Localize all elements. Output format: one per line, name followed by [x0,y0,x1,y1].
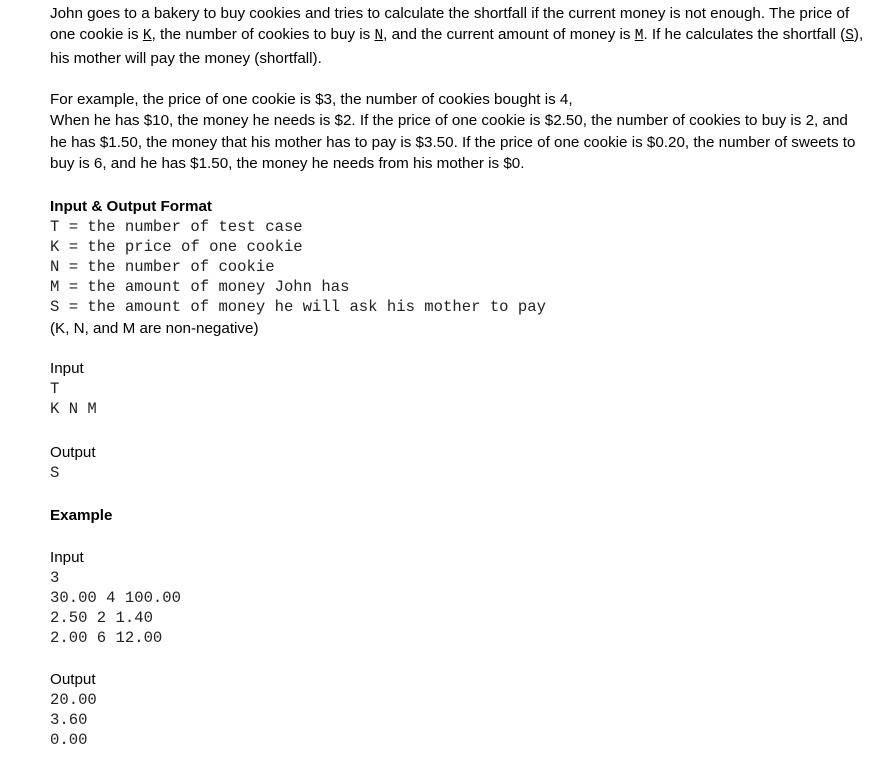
example-input-label: Input [50,549,84,566]
input-spec-section [50,359,97,419]
example-output-line: 3.60 [50,711,88,729]
format-note: (K, N, and M are non-negative) [50,320,259,337]
example-heading: Example [50,507,113,524]
format-section [50,197,546,339]
example-input-line: 2.00 6 12.00 [50,629,163,647]
format-line: T = the number of test case [50,218,303,236]
var-k: K [142,28,152,45]
example-output-section [50,670,97,750]
example-input-line: 30.00 4 100.00 [50,589,182,607]
var-m: M [634,28,644,45]
format-line: K = the price of one cookie [50,238,303,256]
intro-text: , the number of cookies to buy is [151,26,375,44]
intro-text: John goes to a bakery to buy cookies and tries to calculate the shortfall if the current money is not enough. The price of one cookie is [50,5,850,44]
var-n: N [374,28,384,45]
var-s: S [845,28,854,45]
example-output-line: 20.00 [50,691,97,709]
output-spec-line: S [50,464,60,482]
format-line: S = the amount of money he will ask his mother to pay [50,298,546,316]
format-heading: Input & Output Format [50,198,212,215]
example-text-line: For example, the price of one cookie is $3, the number of cookies bought is 4, [50,91,573,108]
input-spec-line: K N M [50,400,97,418]
example-text-line: When he has $10, the money he needs is $2. If the price of one cookie is $2.50, the number of cookies to buy is 2, and he has $1.50, the money that his mother has to pay is $3.50. If the price of one cookie is $0.20, the number of sweets to buy is 6, and he has $1.50, the money he needs from his mother is $0. [50,112,856,172]
intro-text: ), his mother will pay the money (shortfall). [50,26,864,67]
intro-text: , and the current amount of money is [383,26,635,44]
example-output-label: Output [50,671,96,688]
input-spec-line: T [50,380,60,398]
intro-text: . If he calculates the shortfall ( [643,26,846,44]
intro-paragraph [50,3,865,69]
format-line: M = the amount of money John has [50,278,350,296]
input-spec-label: Input [50,360,84,377]
output-spec-label: Output [50,444,96,461]
example-input-line: 3 [50,569,60,587]
example-output-line: 0.00 [50,731,88,749]
example-input-section [50,548,181,648]
example-input-line: 2.50 2 1.40 [50,609,153,627]
format-line: N = the number of cookie [50,258,275,276]
example-description [50,89,865,174]
output-spec-section [50,443,96,483]
